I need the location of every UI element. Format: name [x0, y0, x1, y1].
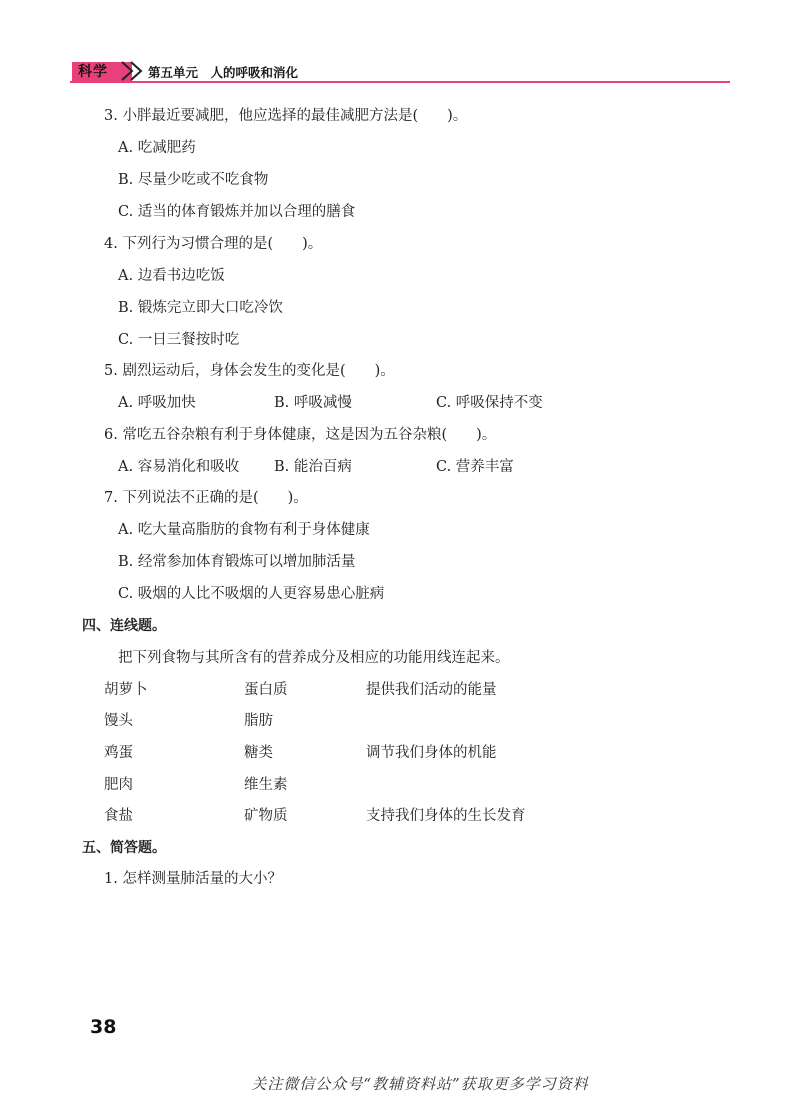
nutrient-item: 蛋白质	[244, 682, 288, 698]
q7-option-c: C. 吸烟的人比不吸烟的人更容易患心脏病	[118, 586, 385, 602]
question-6: 6. 常吃五谷杂粮有利于身体健康，这是因为五谷杂粮( )。	[104, 427, 497, 443]
food-item: 胡萝卜	[104, 682, 148, 698]
section-4-title: 四、连线题。	[82, 618, 166, 634]
question-3: 3. 小胖最近要减肥，他应选择的最佳减肥方法是( )。	[104, 108, 468, 124]
q5-option-a: A. 呼吸加快	[118, 395, 196, 411]
function-item: 提供我们活动的能量	[366, 682, 497, 698]
nutrient-item: 维生素	[244, 777, 288, 793]
header-rule	[70, 81, 730, 83]
footer-note: 关注微信公众号“教辅资料站”获取更多学习资料	[251, 1075, 589, 1093]
nutrient-item: 矿物质	[244, 808, 288, 824]
page-number: 38	[90, 1016, 117, 1038]
q5-option-c: C. 呼吸保持不变	[436, 395, 543, 411]
q4-option-a: A. 边看书边吃饭	[118, 268, 225, 284]
double-chevron-icon	[118, 60, 148, 82]
food-item: 鸡蛋	[104, 745, 133, 761]
section-5-title: 五、简答题。	[82, 840, 166, 856]
function-item: 支持我们身体的生长发育	[366, 808, 526, 824]
food-item: 食盐	[104, 808, 133, 824]
function-item: 调节我们身体的机能	[366, 745, 497, 761]
subject-label: 科学	[78, 64, 108, 80]
q3-option-c: C. 适当的体育锻炼并加以合理的膳食	[118, 204, 356, 220]
q6-option-c: C. 营养丰富	[436, 459, 514, 475]
section-5-question-1: 1. 怎样测量肺活量的大小？	[104, 871, 282, 887]
q6-option-b: B. 能治百病	[274, 459, 352, 475]
q4-option-b: B. 锻炼完立即大口吃冷饮	[118, 300, 283, 316]
question-4: 4. 下列行为习惯合理的是( )。	[104, 236, 323, 252]
section-4-instruction: 把下列食物与其所含有的营养成分及相应的功能用线连起来。	[118, 650, 510, 666]
q3-option-a: A. 吃减肥药	[118, 140, 196, 156]
q4-option-c: C. 一日三餐按时吃	[118, 332, 240, 348]
q3-option-b: B. 尽量少吃或不吃食物	[118, 172, 269, 188]
nutrient-item: 脂肪	[244, 713, 273, 729]
food-item: 馒头	[104, 713, 133, 729]
q6-option-a: A. 容易消化和吸收	[118, 459, 240, 475]
food-item: 肥肉	[104, 777, 133, 793]
q5-option-b: B. 呼吸减慢	[274, 395, 352, 411]
page-header	[70, 60, 730, 84]
question-5: 5. 剧烈运动后，身体会发生的变化是( )。	[104, 363, 395, 379]
question-7: 7. 下列说法不正确的是( )。	[104, 490, 308, 506]
q7-option-a: A. 吃大量高脂肪的食物有利于身体健康	[118, 522, 370, 538]
q7-option-b: B. 经常参加体育锻炼可以增加肺活量	[118, 554, 356, 570]
unit-title: 第五单元 人的呼吸和消化	[148, 65, 299, 80]
nutrient-item: 糖类	[244, 745, 273, 761]
